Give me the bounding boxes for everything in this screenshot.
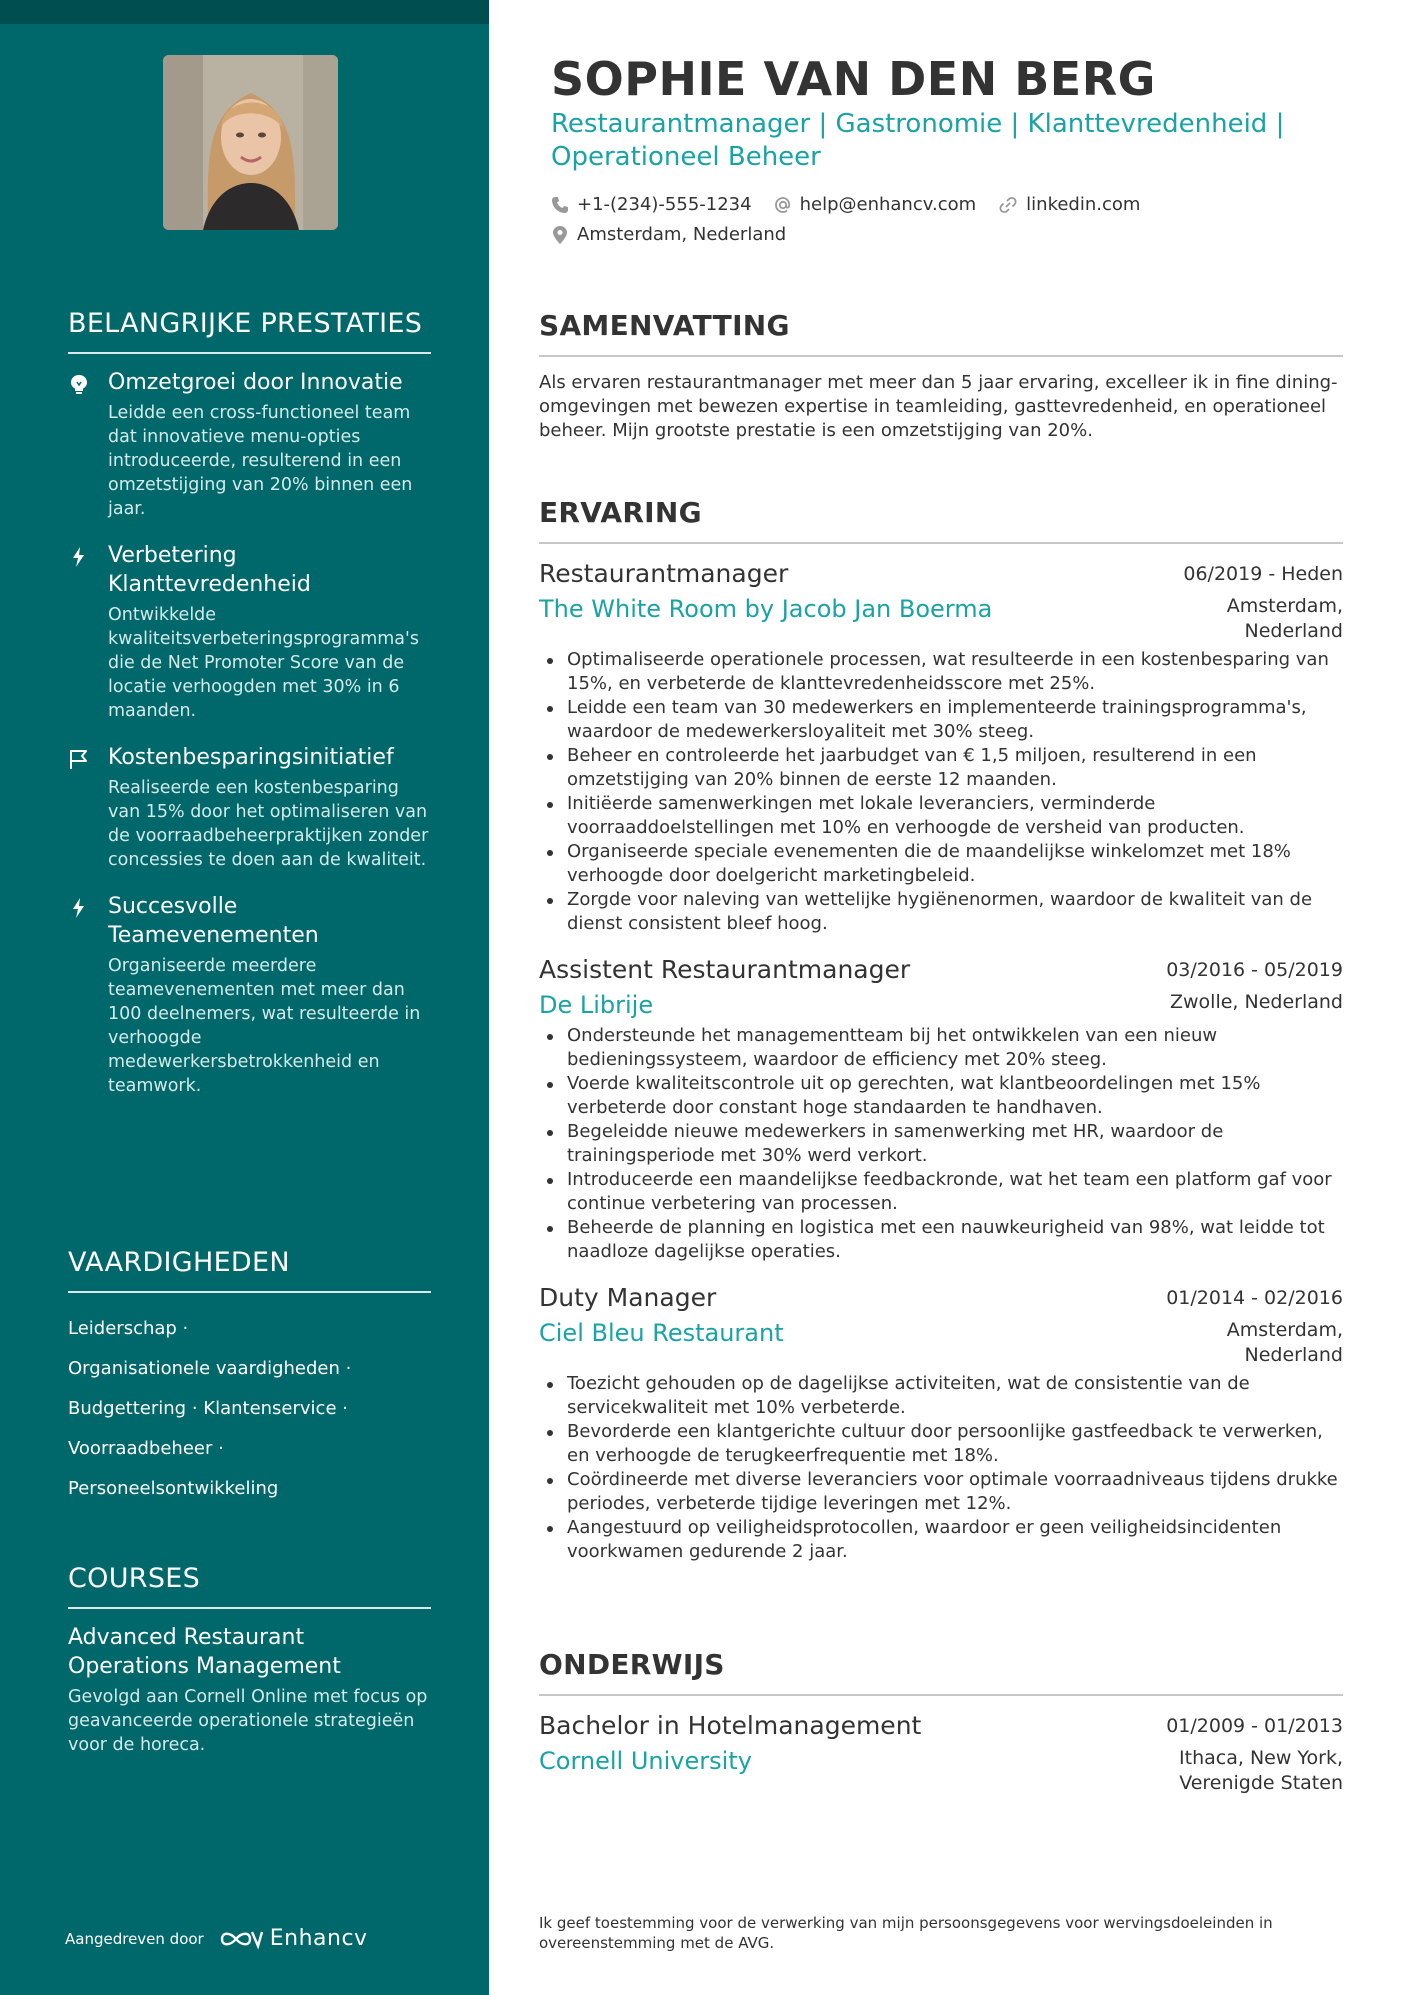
bullet-item: Zorgde voor naleving van wettelijke hygiënenormen, waardoor de kwaliteit van de dienst consistent bleef hoog. (539, 888, 1343, 936)
sidebar (0, 0, 489, 1995)
job-entry (539, 558, 1343, 936)
degree-title: Bachelor in Hotelmanagement (539, 1711, 922, 1740)
experience-section (539, 494, 1343, 1564)
education-heading: ONDERWIJS (539, 1646, 1343, 1696)
job-entry (539, 954, 1343, 1264)
linkedin-contact[interactable] (998, 194, 1140, 215)
job-title: Duty Manager (539, 1283, 717, 1312)
powered-by (65, 1926, 368, 1951)
job-entry (539, 1282, 1343, 1564)
achievement-title: Omzetgroei door Innovatie (108, 370, 403, 395)
job-bullets (539, 1372, 1343, 1564)
skill-line: Personeelsontwikkeling (68, 1478, 279, 1499)
powered-by-label: Aangedreven door (65, 1929, 204, 1948)
sidebar-top-bar (0, 0, 489, 24)
flag-icon (68, 748, 90, 770)
headline: Restaurantmanager | Gastronomie | Klanttevredenheid | Operationeel Beheer (551, 109, 1285, 172)
bullet-item: Ondersteunde het managementteam bij het ontwikkelen van een nieuw bedieningssysteem, waardoor de efficiency met 20% steeg. (539, 1024, 1343, 1072)
education-entry (539, 1710, 1343, 1796)
job-bullets (539, 648, 1343, 936)
job-location: Zwolle, Nederland (1170, 991, 1343, 1013)
courses-section (68, 1560, 431, 1757)
achievement-item (68, 892, 431, 1098)
contact-row (551, 194, 1162, 215)
achievement-desc: Organiseerde meerdere teamevenementen met meer dan 100 deelnemers, wat resulteerde in verhoogde medewerkersbetrokkenheid en teamwork. (108, 956, 421, 1096)
lightning-icon (68, 897, 90, 919)
achievement-desc: Leidde een cross-functioneel team dat innovatieve menu-opties introduceerde, resulterend in een omzetstijging van 20% binnen een jaar. (108, 403, 413, 519)
bullet-item: Toezicht gehouden op de dagelijkse activiteiten, wat de consistentie van de servicekwaliteit met 10% verbeterde. (539, 1372, 1343, 1420)
bullet-item: Leidde een team van 30 medewerkers en implementeerde trainingsprogramma's, waardoor de medewerkersloyaliteit met 30% steeg. (539, 696, 1343, 744)
skills-list (68, 1309, 431, 1509)
location-text: Amsterdam, Nederland (577, 224, 787, 245)
job-title: Assistent Restaurantmanager (539, 955, 911, 984)
achievements-section (68, 305, 431, 1118)
course-title: Advanced Restaurant Operations Management (68, 1625, 341, 1679)
achievement-title: Kostenbesparingsinitiatief (108, 745, 394, 770)
candidate-name: SOPHIE VAN DEN BERG (551, 52, 1156, 106)
achievement-item (68, 743, 431, 872)
summary-text: Als ervaren restaurantmanager met meer dan 5 jaar ervaring, excelleer ik in fine dining-omgevingen met bewezen expertise in teamleiding, gasttevredenheid, en operationeel beheer. Mijn grootste prestatie is een omzetstijging van 20%. (539, 372, 1338, 441)
enhancv-logo-icon (218, 1927, 264, 1951)
course-desc: Gevolgd aan Cornell Online met focus op geavanceerde operationele strategieën voor de horeca. (68, 1687, 428, 1755)
location-row (551, 224, 808, 245)
achievement-title: Verbetering Klanttevredenheid (108, 543, 311, 597)
bullet-item: Aangestuurd op veiligheidsprotocollen, waardoor er geen veiligheidsincidenten voorkwamen gedurende 2 jaar. (539, 1516, 1343, 1564)
summary-heading: SAMENVATTING (539, 307, 1343, 357)
education-location: Ithaca, New York, Verenigde Staten (1179, 1747, 1343, 1794)
link-icon (998, 196, 1018, 214)
bullet-item: Bevorderde een klantgerichte cultuur door persoonlijke gastfeedback te verwerken, en verhoogde de terugkeerfrequentie met 18%. (539, 1420, 1343, 1468)
job-company: De Librije (539, 991, 654, 1019)
education-section (539, 1646, 1343, 1796)
job-dates: 06/2019 - Heden (1183, 563, 1343, 585)
skills-section (68, 1244, 431, 1509)
enhancv-logo[interactable] (218, 1926, 368, 1951)
skill-line: Organisationele vaardigheden · (68, 1358, 352, 1379)
linkedin-text: linkedin.com (1026, 194, 1141, 215)
achievement-item (68, 541, 431, 723)
bullet-item: Voerde kwaliteitscontrole uit op gerechten, wat klantbeoordelingen met 15% verbeterde door constant hoge standaarden te handhaven. (539, 1072, 1343, 1120)
job-bullets (539, 1024, 1343, 1264)
achievement-desc: Realiseerde een kostenbesparing van 15% door het optimaliseren van de voorraadbeheerpraktijken zonder concessies te doen aan de kwaliteit. (108, 778, 429, 870)
achievement-desc: Ontwikkelde kwaliteitsverbeteringsprogramma's die de Net Promoter Score van de locatie verhoogden met 30% in 6 maanden. (108, 605, 419, 721)
phone-text: +1-(234)-555-1234 (577, 194, 752, 215)
summary-section (539, 307, 1343, 443)
at-icon (774, 196, 792, 214)
bullet-item: Organiseerde speciale evenementen die de maandelijkse winkelomzet met 18% verhoogde door doelgericht marketingbeleid. (539, 840, 1343, 888)
location-contact (551, 224, 786, 245)
job-company: The White Room by Jacob Jan Boerma (539, 595, 993, 623)
achievements-list (68, 368, 431, 1098)
bullet-item: Coördineerde met diverse leveranciers voor optimale voorraadniveaus tijdens drukke periodes, verbeterde tijdige leveringen met 12%. (539, 1468, 1343, 1516)
job-dates: 03/2016 - 05/2019 (1166, 959, 1343, 981)
lightning-icon (68, 546, 90, 568)
gdpr-consent: Ik geef toestemming voor de verwerking van mijn persoonsgegevens voor wervingsdoeleinden in overeenstemming met de AVG. (539, 1914, 1273, 1952)
email-contact[interactable] (774, 194, 977, 215)
skills-heading: VAARDIGHEDEN (68, 1244, 431, 1293)
skill-line: Budgettering · Klantenservice · (68, 1398, 348, 1419)
achievement-title: Succesvolle Teamevenementen (108, 894, 319, 948)
profile-photo (163, 55, 338, 230)
phone-icon (551, 196, 569, 214)
bullet-item: Optimaliseerde operationele processen, wat resulteerde in een kostenbesparing van 15%, en verbeterde de klanttevredenheidsscore met 25%. (539, 648, 1343, 696)
bullet-item: Beheerde de planning en logistica met een nauwkeurigheid van 98%, wat leidde tot naadloze dagelijkse operaties. (539, 1216, 1343, 1264)
job-company: Ciel Bleu Restaurant (539, 1319, 784, 1347)
job-dates: 01/2014 - 02/2016 (1166, 1287, 1343, 1309)
experience-heading: ERVARING (539, 494, 1343, 544)
courses-heading: COURSES (68, 1560, 431, 1609)
skill-line: Voorraadbeheer · (68, 1438, 224, 1459)
enhancv-brand: Enhancv (269, 1926, 368, 1951)
education-dates: 01/2009 - 01/2013 (1166, 1715, 1343, 1737)
lightbulb-icon (68, 373, 90, 395)
phone-contact[interactable] (551, 194, 752, 215)
bullet-item: Initiëerde samenwerkingen met lokale leveranciers, verminderde voorraaddoelstellingen met 10% en verhoogde de versheid van producten. (539, 792, 1343, 840)
achievement-item (68, 368, 431, 521)
job-location: Amsterdam, Nederland (1226, 1319, 1343, 1366)
bullet-item: Introduceerde een maandelijkse feedbackronde, wat het team een platform gaf voor continue verbetering van processen. (539, 1168, 1343, 1216)
job-title: Restaurantmanager (539, 559, 789, 588)
skill-line: Leiderschap · (68, 1318, 189, 1339)
location-pin-icon (551, 225, 569, 245)
bullet-item: Begeleidde nieuwe medewerkers in samenwerking met HR, waardoor de trainingsperiode met 30% werd verkort. (539, 1120, 1343, 1168)
bullet-item: Beheer en controleerde het jaarbudget van € 1,5 miljoen, resulterend in een omzetstijging van 20% binnen de eerste 12 maanden. (539, 744, 1343, 792)
school-name: Cornell University (539, 1747, 752, 1775)
email-text: help@enhancv.com (799, 194, 977, 215)
job-location: Amsterdam, Nederland (1226, 595, 1343, 642)
achievements-heading: BELANGRIJKE PRESTATIES (68, 305, 431, 354)
